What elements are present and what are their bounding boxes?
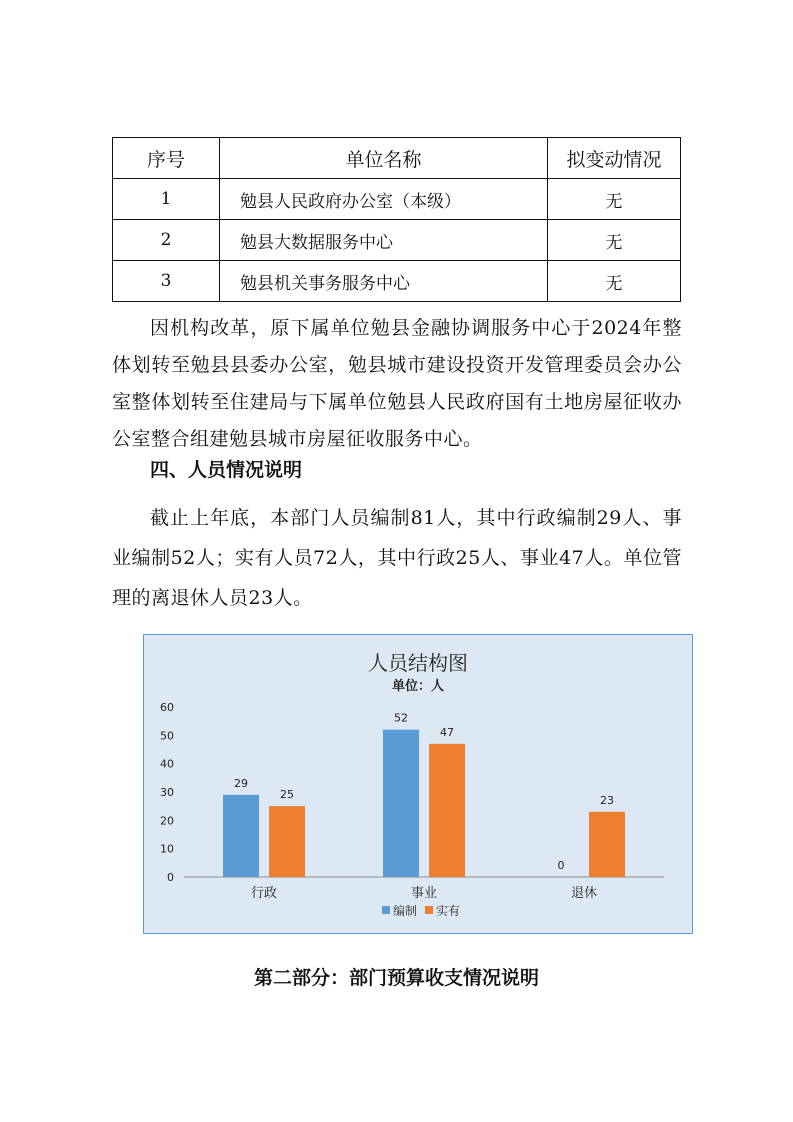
row-change: 无 [548, 220, 681, 261]
chart-title: 人员结构图 [368, 651, 468, 675]
row-change: 无 [548, 179, 681, 220]
part-title: 第二部分：部门预算收支情况说明 [253, 967, 539, 989]
chart-subtitle: 单位：人 [391, 679, 445, 694]
data-label: 52 [394, 711, 408, 725]
row-change: 无 [548, 261, 681, 302]
row-unit-name: 勉县大数据服务中心 [220, 220, 548, 261]
x-tick-label: 退休 [570, 886, 598, 901]
y-tick-label: 40 [160, 757, 174, 771]
y-tick-label: 0 [167, 871, 174, 884]
x-tick-label: 事业 [410, 886, 438, 901]
table-row [113, 261, 681, 302]
data-label: 23 [600, 793, 614, 807]
y-tick-label: 60 [160, 701, 174, 714]
header-seq: 序号 [113, 138, 220, 179]
row-seq: 1 [113, 179, 220, 220]
staff-structure-chart [143, 634, 693, 934]
chart-canvas [144, 635, 692, 933]
y-tick-label: 10 [160, 842, 174, 856]
unit-table [112, 137, 681, 302]
chart-legend [382, 903, 460, 918]
row-unit-name: 勉县机关事务服务中心 [220, 261, 548, 302]
table-row [113, 179, 681, 220]
legend-swatch [382, 906, 390, 914]
staff-paragraph: 截止上年底，本部门人员编制81人，其中行政编制29人、事业编制52人；实有人员72人，其中行政25人、事业47人。单位管理的离退休人员23人。 [112, 507, 682, 609]
header-unit-name: 单位名称 [220, 138, 548, 179]
y-tick-label: 50 [160, 729, 174, 743]
data-label: 25 [280, 788, 294, 802]
data-label: 29 [234, 776, 248, 790]
bar-实有 [429, 744, 465, 877]
bar-编制 [223, 795, 259, 877]
legend-label: 编制 [393, 904, 418, 918]
table-header-row [113, 138, 681, 179]
y-axis [160, 701, 174, 884]
x-axis-labels [251, 885, 597, 901]
y-tick-label: 20 [160, 814, 174, 828]
section-heading: 四、人员情况说明 [150, 459, 303, 481]
bar-group [223, 712, 625, 877]
row-unit-name: 勉县人民政府办公室（本级） [220, 179, 548, 220]
bar-实有 [269, 806, 305, 877]
data-label: 47 [440, 725, 454, 739]
y-tick-label: 30 [160, 786, 174, 799]
data-label: 0 [557, 859, 565, 872]
reform-paragraph: 因机构改革，原下属单位勉县金融协调服务中心于2024年整体划转至勉县县委办公室，勉县城市建设投资开发管理委员会办公室整体划转至住建局与下属单位勉县人民政府国有土地房屋征收办公室整合组建勉县城市房屋征收服务中心。 [112, 317, 682, 450]
bar-编制 [383, 730, 419, 877]
table-row [113, 220, 681, 261]
bar-实有 [589, 812, 625, 877]
legend-swatch [425, 906, 433, 914]
header-change: 拟变动情况 [548, 138, 681, 179]
row-seq: 3 [113, 261, 220, 302]
x-tick-label: 行政 [250, 886, 278, 901]
legend-label: 实有 [436, 904, 461, 918]
row-seq: 2 [113, 220, 220, 261]
